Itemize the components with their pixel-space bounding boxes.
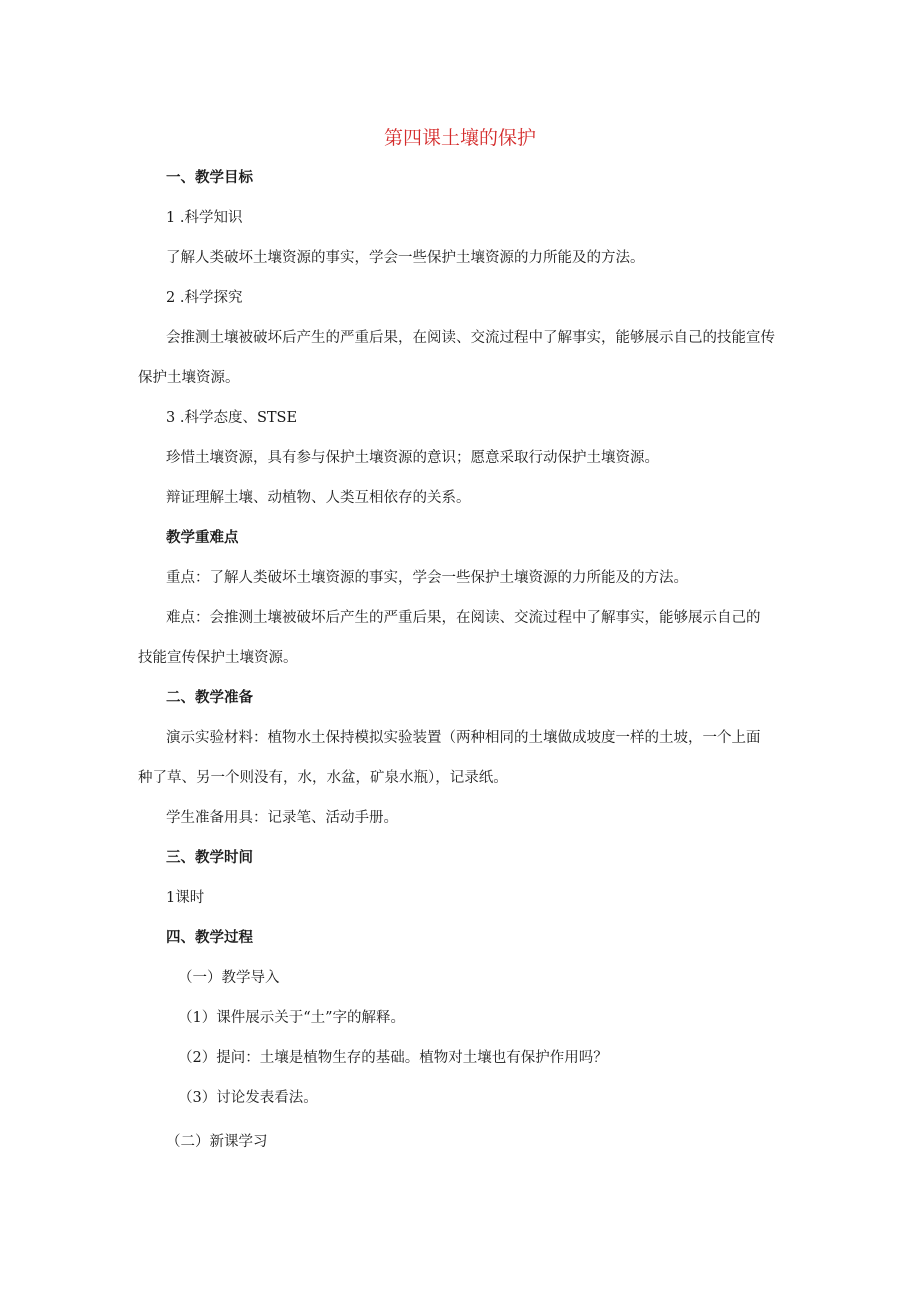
process-step-3: （3）讨论发表看法。 xyxy=(178,1090,318,1106)
section-heading-key-points: 教学重难点 xyxy=(166,530,239,546)
section-heading-time: 三、教学时间 xyxy=(166,850,253,866)
goal-item-3-text2: 辩证理解土壤、动植物、人类互相依存的关系。 xyxy=(166,490,471,506)
goal-item-2-label: 2 .科学探究 xyxy=(166,290,243,306)
document-title: 第四课土壤的保护 xyxy=(383,127,536,149)
key-point-focus: 重点：了解人类破坏土壤资源的事实，学会一些保护土壤资源的力所能及的方法。 xyxy=(166,570,688,586)
goal-item-1-text: 了解人类破坏土壤资源的事实，学会一些保护土壤资源的力所能及的方法。 xyxy=(166,250,645,266)
section-heading-process: 四、教学过程 xyxy=(166,930,253,946)
section-heading-goals: 一、教学目标 xyxy=(166,170,253,186)
process-intro: （一）教学导入 xyxy=(178,970,280,986)
goal-item-2-text-line2: 保护土壤资源。 xyxy=(138,370,240,386)
section-heading-preparation: 二、教学准备 xyxy=(166,690,253,706)
process-step-1: （1）课件展示关于“土”字的解释。 xyxy=(178,1010,406,1026)
goal-item-3-text1: 珍惜土壤资源，具有参与保护土壤资源的意识；愿意采取行动保护土壤资源。 xyxy=(166,450,659,466)
preparation-student: 学生准备用具：记录笔、活动手册。 xyxy=(166,810,398,826)
preparation-demo-line1: 演示实验材料：植物水土保持模拟实验装置（两种相同的土壤做成坡度一样的土坡，一个上面 xyxy=(166,730,761,746)
goal-item-2-text-line1: 会推测土壤被破坏后产生的严重后果，在阅读、交流过程中了解事实，能够展示自己的技能宣传 xyxy=(166,330,775,346)
key-point-difficulty-line1: 难点：会推测土壤被破坏后产生的严重后果，在阅读、交流过程中了解事实，能够展示自己的 xyxy=(166,610,761,626)
goal-item-3-label: 3 .科学态度、STSE xyxy=(166,410,298,426)
goal-item-1-label: 1 .科学知识 xyxy=(166,210,243,226)
time-value: 1课时 xyxy=(166,890,205,906)
key-point-difficulty-line2: 技能宣传保护土壤资源。 xyxy=(138,650,298,666)
process-step-2: （2）提问：土壤是植物生存的基础。植物对土壤也有保护作用吗？ xyxy=(178,1050,608,1066)
preparation-demo-line2: 种了草、另一个则没有，水，水盆，矿泉水瓶），记录纸。 xyxy=(138,770,508,786)
process-new-lesson: （二）新课学习 xyxy=(166,1134,268,1150)
